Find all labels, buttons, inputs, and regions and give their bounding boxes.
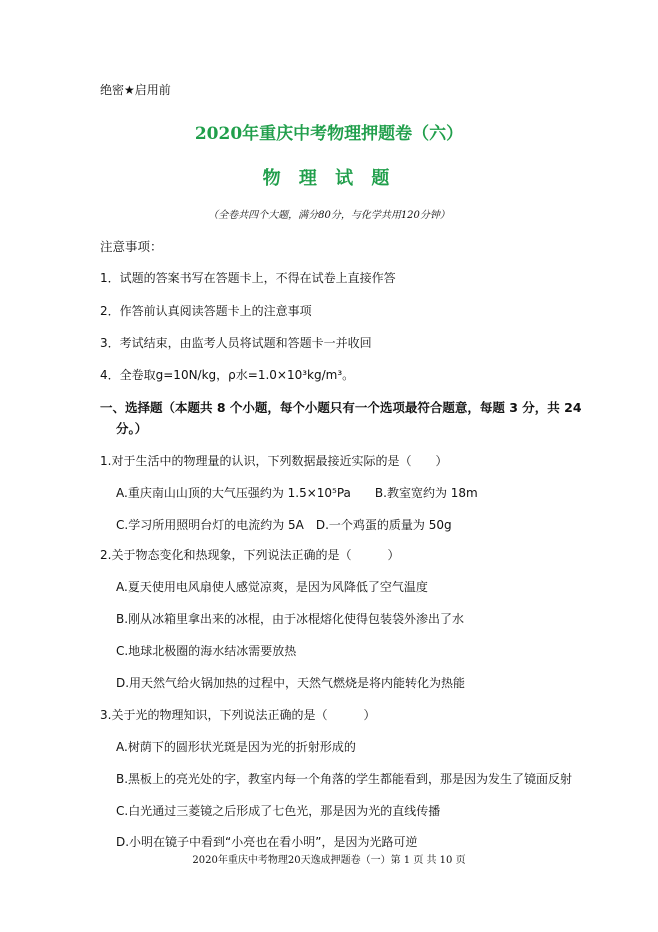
question-option: A.重庆南山山顶的大气压强约为 1.5×10⁵Pa B.教室宽约为 18m: [116, 486, 478, 500]
question-stem: 3.关于光的物理知识，下列说法正确的是（ ）: [100, 708, 376, 722]
question-option: C.白光通过三菱镜之后形成了七色光，那是因为光的直线传播: [116, 804, 441, 818]
note-item: 3．考试结束，由监考人员将试题和答题卡一并收回: [100, 336, 372, 350]
question-option: D.小明在镜子中看到“小亮也在看小明”，是因为光路可逆: [116, 835, 418, 849]
secret-label: 绝密★启用前: [100, 83, 171, 97]
section-heading: 一、选择题（本题共 8 个小题，每个小题只有一个选项最符合题意，每题 3 分，共 24: [100, 400, 582, 415]
note-item: 1．试题的答案书写在答题卡上，不得在试卷上直接作答: [100, 271, 396, 285]
notes-heading: 注意事项：: [100, 239, 163, 254]
note-item: 4．全卷取g=10N/kg，ρ水=1.0×10³kg/m³。: [100, 368, 355, 382]
question-option: A.夏天使用电风扇使人感觉凉爽，是因为风降低了空气温度: [116, 580, 428, 594]
scope-note: （全卷共四个大题，满分80分，与化学共用120分钟）: [208, 210, 450, 221]
question-option: B.黑板上的亮光处的字，教室内每一个角落的学生都能看到，那是因为发生了镜面反射: [116, 772, 573, 786]
page-title: 2020年重庆中考物理押题卷（六）: [194, 124, 464, 144]
question-stem: 1.对于生活中的物理量的认识，下列数据最接近实际的是（ ）: [100, 454, 448, 468]
note-item: 2．作答前认真阅读答题卡上的注意事项: [100, 304, 312, 318]
question-option: D.用天然气给火锅加热的过程中，天然气燃烧是将内能转化为热能: [116, 676, 466, 690]
section-heading-cont: 分。）: [116, 421, 148, 436]
question-option: C.地球北极圈的海水结冰需要放热: [116, 644, 297, 658]
page-footer: 2020年重庆中考物理20天逸成押题卷（一）第 1 页 共 10 页: [192, 855, 466, 866]
question-option: A.树荫下的圆形状光斑是因为光的折射形成的: [116, 740, 356, 754]
question-stem: 2.关于物态变化和热现象，下列说法正确的是（ ）: [100, 548, 400, 562]
subject-subtitle: 物 理 试 题: [262, 168, 396, 189]
question-option: C.学习所用照明台灯的电流约为 5A D.一个鸡蛋的质量为 50g: [116, 518, 452, 532]
question-option: B.刚从冰箱里拿出来的冰棍，由于冰棍熔化使得包装袋外渗出了水: [116, 612, 465, 626]
